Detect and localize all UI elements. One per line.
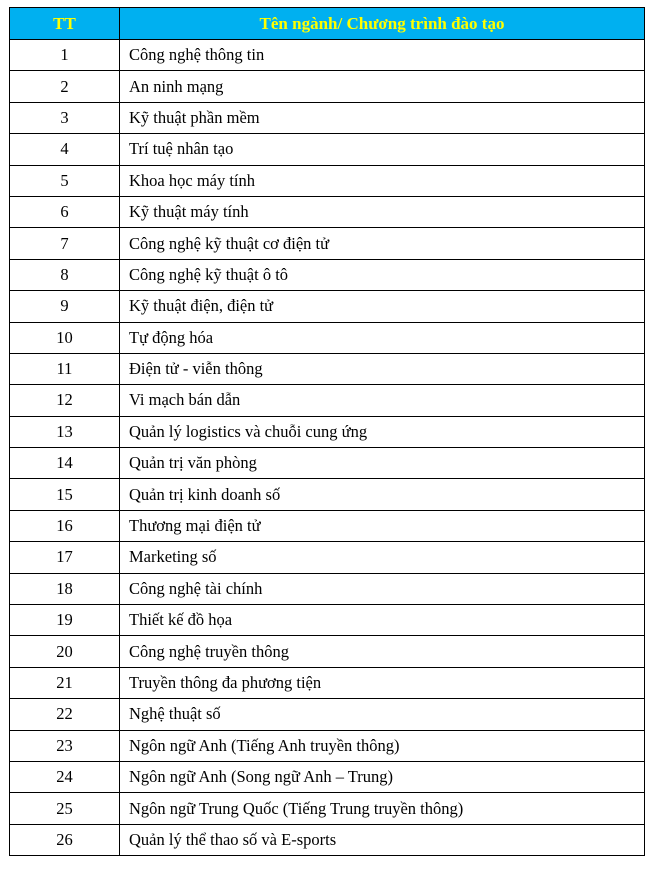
program-name: Ngôn ngữ Anh (Tiếng Anh truyền thông) [120, 730, 645, 761]
row-number: 15 [10, 479, 120, 510]
program-name: Công nghệ tài chính [120, 573, 645, 604]
program-name: Công nghệ truyền thông [120, 636, 645, 667]
program-name: Tự động hóa [120, 322, 645, 353]
row-number: 18 [10, 573, 120, 604]
row-number: 2 [10, 71, 120, 102]
row-number: 20 [10, 636, 120, 667]
row-number: 7 [10, 228, 120, 259]
table-row [10, 102, 645, 133]
row-number: 26 [10, 824, 120, 855]
program-name: Quản trị kinh doanh số [120, 479, 645, 510]
program-name: Kỹ thuật máy tính [120, 196, 645, 227]
program-name: Thương mại điện tử [120, 510, 645, 541]
row-number: 1 [10, 40, 120, 71]
row-number: 24 [10, 761, 120, 792]
row-number: 9 [10, 291, 120, 322]
header-tt: TT [10, 8, 120, 40]
program-name: Kỹ thuật phần mềm [120, 102, 645, 133]
row-number: 25 [10, 793, 120, 824]
table-row [10, 448, 645, 479]
table-row [10, 322, 645, 353]
table-row [10, 793, 645, 824]
program-name: Quản lý thể thao số và E-sports [120, 824, 645, 855]
row-number: 3 [10, 102, 120, 133]
program-name: Nghệ thuật số [120, 699, 645, 730]
row-number: 17 [10, 542, 120, 573]
table-header-row [10, 8, 645, 40]
table-row [10, 259, 645, 290]
table-row [10, 416, 645, 447]
table-row [10, 134, 645, 165]
table-row [10, 353, 645, 384]
row-number: 11 [10, 353, 120, 384]
table-row [10, 699, 645, 730]
table-row [10, 196, 645, 227]
row-number: 8 [10, 259, 120, 290]
program-name: Kỹ thuật điện, điện tử [120, 291, 645, 322]
program-name: Điện tử - viễn thông [120, 353, 645, 384]
program-name: An ninh mạng [120, 71, 645, 102]
program-name: Ngôn ngữ Anh (Song ngữ Anh – Trung) [120, 761, 645, 792]
row-number: 5 [10, 165, 120, 196]
row-number: 21 [10, 667, 120, 698]
table-row [10, 165, 645, 196]
table-body [10, 40, 645, 856]
program-name: Khoa học máy tính [120, 165, 645, 196]
program-name: Trí tuệ nhân tạo [120, 134, 645, 165]
row-number: 16 [10, 510, 120, 541]
table-row [10, 824, 645, 855]
program-name: Công nghệ thông tin [120, 40, 645, 71]
table-row [10, 228, 645, 259]
program-name: Thiết kế đồ họa [120, 605, 645, 636]
table-row [10, 510, 645, 541]
table-row [10, 636, 645, 667]
row-number: 12 [10, 385, 120, 416]
table-row [10, 761, 645, 792]
program-name: Quản trị văn phòng [120, 448, 645, 479]
program-name: Ngôn ngữ Trung Quốc (Tiếng Trung truyền thông) [120, 793, 645, 824]
table-row [10, 542, 645, 573]
table-row [10, 573, 645, 604]
table-row [10, 667, 645, 698]
header-program-name: Tên ngành/ Chương trình đào tạo [120, 8, 645, 40]
table-row [10, 730, 645, 761]
row-number: 14 [10, 448, 120, 479]
program-name: Công nghệ kỹ thuật ô tô [120, 259, 645, 290]
row-number: 13 [10, 416, 120, 447]
row-number: 23 [10, 730, 120, 761]
program-name: Quản lý logistics và chuỗi cung ứng [120, 416, 645, 447]
row-number: 22 [10, 699, 120, 730]
table-row [10, 605, 645, 636]
row-number: 6 [10, 196, 120, 227]
table-row [10, 71, 645, 102]
table-row [10, 291, 645, 322]
programs-table [9, 7, 645, 856]
program-name: Vi mạch bán dẫn [120, 385, 645, 416]
table-row [10, 479, 645, 510]
program-name: Marketing số [120, 542, 645, 573]
table-row [10, 385, 645, 416]
program-name: Công nghệ kỹ thuật cơ điện tử [120, 228, 645, 259]
row-number: 19 [10, 605, 120, 636]
program-name: Truyền thông đa phương tiện [120, 667, 645, 698]
table-row [10, 40, 645, 71]
row-number: 4 [10, 134, 120, 165]
row-number: 10 [10, 322, 120, 353]
